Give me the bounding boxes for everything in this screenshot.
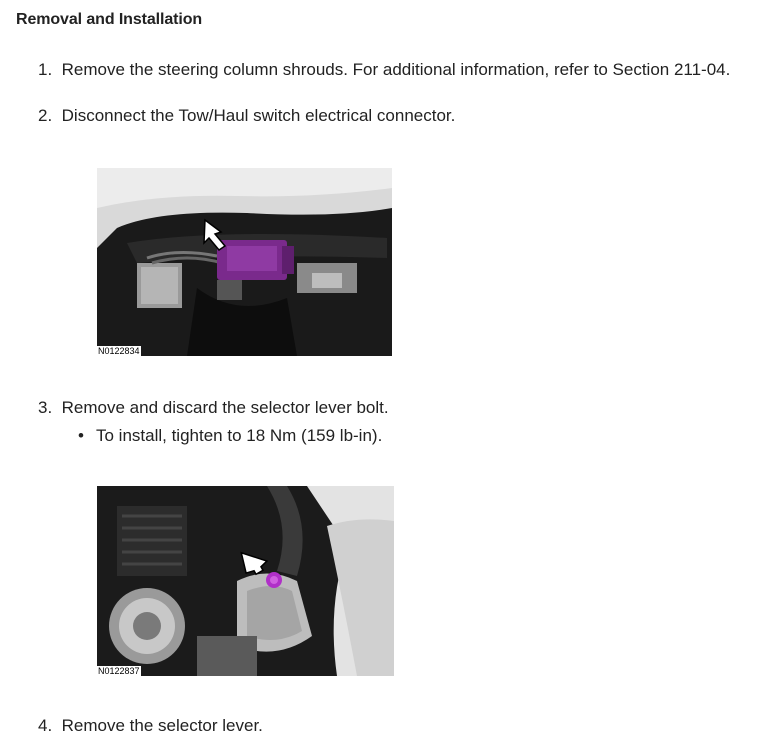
step-text: Remove the selector lever. [61,716,263,735]
bullet-dot: • [78,426,84,445]
step-2 [38,106,455,126]
step-1 [38,60,730,80]
step-text: Disconnect the Tow/Haul switch electrical connector. [61,106,456,125]
step-number: 2. [38,106,57,125]
step-number: 4. [38,716,57,735]
figure-selector-bolt-image [97,486,394,676]
selector-bolt-photo [97,486,394,676]
bullet-text: To install, tighten to 18 Nm (159 lb-in). [96,426,383,445]
figure-connector-image [97,168,392,356]
step-text: Remove the steering column shrouds. For additional information, refer to Section 211-04. [61,60,731,79]
bullet-install-torque [78,426,382,446]
figure-label: N0122837 [98,666,140,676]
section-heading: Removal and Installation [16,11,203,28]
step-number: 3. [38,398,57,417]
figure-label: N0122834 [98,346,140,356]
step-number: 1. [38,60,57,79]
step-4 [38,716,263,736]
connector-photo [97,168,392,356]
step-3 [38,398,389,418]
step-text: Remove and discard the selector lever bolt. [61,398,389,417]
